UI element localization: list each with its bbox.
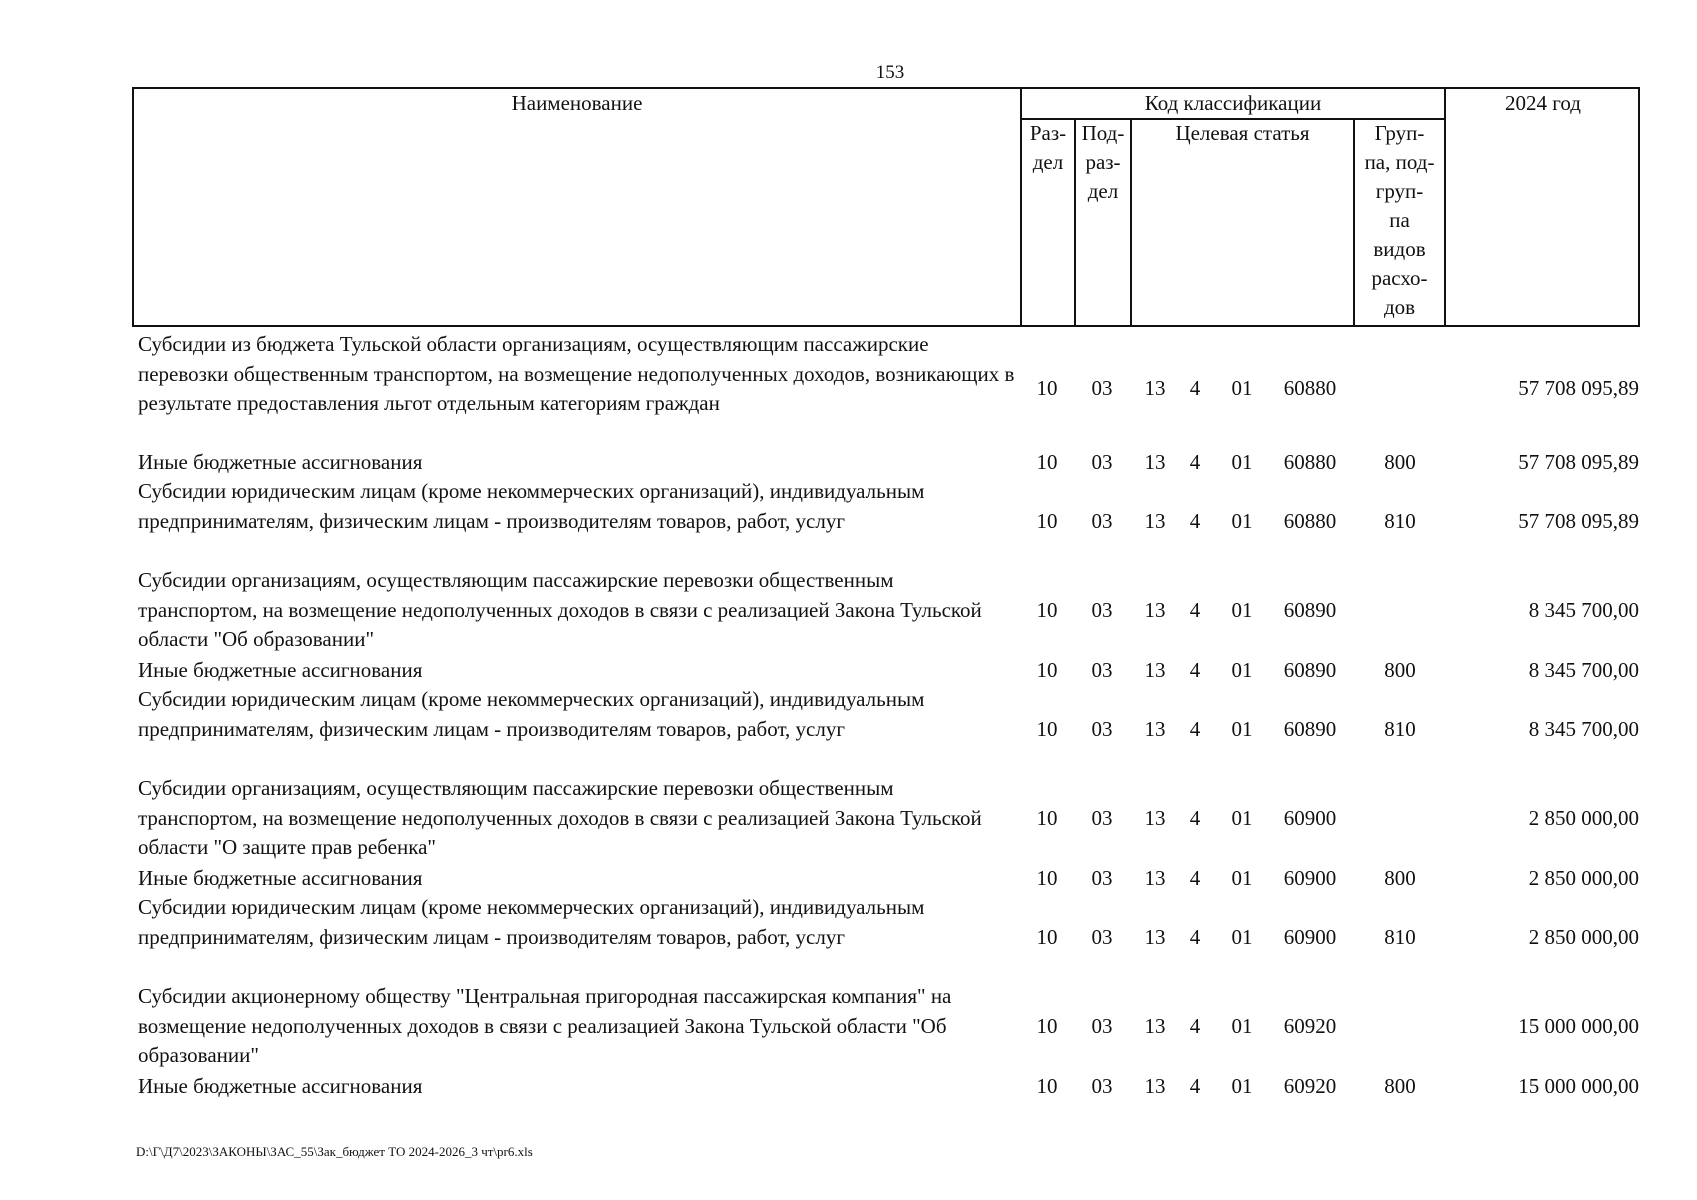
- cell-cs4: 60890: [1283, 598, 1337, 622]
- cell-cs2: 4: [1189, 925, 1201, 949]
- cell-cs1: 13: [1144, 598, 1166, 622]
- header-divider: [1444, 89, 1446, 325]
- cell-amount: 15 000 000,00: [1518, 1014, 1639, 1038]
- cell-cs4: 60880: [1283, 376, 1337, 400]
- cell-podrazdel: 03: [1091, 806, 1113, 830]
- cell-vr: 800: [1384, 450, 1416, 474]
- cell-razdel: 10: [1036, 806, 1058, 830]
- page-number: 153: [875, 62, 905, 83]
- cell-cs1: 13: [1144, 1074, 1166, 1098]
- table-header: [132, 87, 1640, 327]
- cell-cs3: 01: [1231, 925, 1253, 949]
- header-target-article: Целевая статья: [1175, 121, 1310, 145]
- cell-cs4: 60900: [1283, 806, 1337, 830]
- cell-cs3: 01: [1231, 658, 1253, 682]
- header-name: Наименование: [511, 91, 643, 115]
- cell-amount: 57 708 095,89: [1518, 509, 1639, 533]
- cell-amount: 2 850 000,00: [1528, 806, 1639, 830]
- cell-vr: 810: [1384, 717, 1416, 741]
- row-name: Субсидии юридическим лицам (кроме некоммерческих организаций), индивидуальным предпринимателям, физическим лицам - производителям товаров, работ, услуг: [138, 479, 925, 533]
- cell-cs2: 4: [1189, 598, 1201, 622]
- cell-razdel: 10: [1036, 1074, 1058, 1098]
- cell-cs1: 13: [1144, 866, 1166, 890]
- cell-podrazdel: 03: [1091, 658, 1113, 682]
- cell-cs2: 4: [1189, 717, 1201, 741]
- row-name: Субсидии из бюджета Тульской области организациям, осуществляющим пассажирские перевозки общественным транспортом, на возмещение недополученных доходов, возникающих в результате предоставления льгот отдельным категориям граждан: [138, 332, 1015, 415]
- cell-cs3: 01: [1231, 376, 1253, 400]
- cell-cs1: 13: [1144, 658, 1166, 682]
- cell-cs3: 01: [1231, 866, 1253, 890]
- cell-cs1: 13: [1144, 806, 1166, 830]
- cell-cs3: 01: [1231, 1014, 1253, 1038]
- row-name: Субсидии организациям, осуществляющим пассажирские перевозки общественным транспортом, на возмещение недополученных доходов в связи с реализацией Закона Тульской области "О защите прав ребенка": [138, 776, 982, 859]
- cell-podrazdel: 03: [1091, 925, 1113, 949]
- cell-amount: 8 345 700,00: [1528, 658, 1639, 682]
- cell-cs4: 60920: [1283, 1014, 1337, 1038]
- cell-vr: 800: [1384, 658, 1416, 682]
- cell-cs4: 60900: [1283, 925, 1337, 949]
- cell-cs3: 01: [1231, 717, 1253, 741]
- cell-cs4: 60920: [1283, 1074, 1337, 1098]
- cell-amount: 2 850 000,00: [1528, 925, 1639, 949]
- cell-cs2: 4: [1189, 866, 1201, 890]
- cell-razdel: 10: [1036, 866, 1058, 890]
- cell-razdel: 10: [1036, 598, 1058, 622]
- cell-cs2: 4: [1189, 509, 1201, 533]
- cell-cs3: 01: [1231, 509, 1253, 533]
- header-year: 2024 год: [1505, 91, 1581, 115]
- cell-cs2: 4: [1189, 806, 1201, 830]
- file-path-footer: D:\Г\Д7\2023\ЗАКОНЫ\ЗАС_55\Зак_бюджет ТО 2024-2026_3 чт\pr6.xls: [136, 1144, 533, 1159]
- cell-razdel: 10: [1036, 925, 1058, 949]
- cell-podrazdel: 03: [1091, 450, 1113, 474]
- cell-cs3: 01: [1231, 598, 1253, 622]
- cell-razdel: 10: [1036, 376, 1058, 400]
- row-name: Иные бюджетные ассигнования: [138, 450, 423, 474]
- cell-cs4: 60880: [1283, 509, 1337, 533]
- cell-cs1: 13: [1144, 509, 1166, 533]
- cell-podrazdel: 03: [1091, 1074, 1113, 1098]
- cell-podrazdel: 03: [1091, 376, 1113, 400]
- cell-cs2: 4: [1189, 658, 1201, 682]
- row-name: Субсидии юридическим лицам (кроме некоммерческих организаций), индивидуальным предпринимателям, физическим лицам - производителям товаров, работ, услуг: [138, 687, 925, 741]
- cell-razdel: 10: [1036, 509, 1058, 533]
- cell-amount: 57 708 095,89: [1518, 450, 1639, 474]
- cell-cs4: 60880: [1283, 450, 1337, 474]
- cell-cs2: 4: [1189, 1014, 1201, 1038]
- cell-cs1: 13: [1144, 925, 1166, 949]
- row-name: Иные бюджетные ассигнования: [138, 658, 423, 682]
- cell-cs1: 13: [1144, 717, 1166, 741]
- cell-vr: 810: [1384, 925, 1416, 949]
- cell-cs3: 01: [1231, 1074, 1253, 1098]
- cell-cs1: 13: [1144, 376, 1166, 400]
- cell-amount: 57 708 095,89: [1518, 376, 1639, 400]
- cell-cs2: 4: [1189, 376, 1201, 400]
- cell-podrazdel: 03: [1091, 717, 1113, 741]
- cell-cs4: 60890: [1283, 658, 1337, 682]
- cell-cs1: 13: [1144, 1014, 1166, 1038]
- header-subsection: Под- раз- дел: [1081, 121, 1125, 203]
- cell-cs2: 4: [1189, 450, 1201, 474]
- cell-razdel: 10: [1036, 450, 1058, 474]
- header-expense-group: Груп- па, под- груп- па видов расхо- дов: [1364, 121, 1435, 319]
- header-divider: [1130, 118, 1132, 325]
- cell-amount: 8 345 700,00: [1528, 598, 1639, 622]
- cell-razdel: 10: [1036, 717, 1058, 741]
- cell-podrazdel: 03: [1091, 598, 1113, 622]
- row-name: Иные бюджетные ассигнования: [138, 866, 423, 890]
- row-name: Субсидии юридическим лицам (кроме некоммерческих организаций), индивидуальным предпринимателям, физическим лицам - производителям товаров, работ, услуг: [138, 895, 925, 949]
- row-name: Иные бюджетные ассигнования: [138, 1074, 423, 1098]
- cell-cs4: 60900: [1283, 866, 1337, 890]
- header-section: Раз- дел: [1029, 121, 1067, 174]
- cell-podrazdel: 03: [1091, 866, 1113, 890]
- cell-razdel: 10: [1036, 658, 1058, 682]
- cell-podrazdel: 03: [1091, 509, 1113, 533]
- cell-vr: 800: [1384, 866, 1416, 890]
- cell-amount: 2 850 000,00: [1528, 866, 1639, 890]
- row-name: Субсидии акционерному обществу "Центральная пригородная пассажирская компания" на возмещение недополученных доходов в связи с реализацией Закона Тульской области "Об образовании": [138, 984, 952, 1067]
- cell-razdel: 10: [1036, 1014, 1058, 1038]
- cell-cs2: 4: [1189, 1074, 1201, 1098]
- cell-cs3: 01: [1231, 806, 1253, 830]
- cell-vr: 800: [1384, 1074, 1416, 1098]
- header-code-group: Код классификации: [1144, 91, 1322, 115]
- cell-cs1: 13: [1144, 450, 1166, 474]
- cell-vr: 810: [1384, 509, 1416, 533]
- cell-cs4: 60890: [1283, 717, 1337, 741]
- cell-amount: 15 000 000,00: [1518, 1074, 1639, 1098]
- cell-podrazdel: 03: [1091, 1014, 1113, 1038]
- cell-cs3: 01: [1231, 450, 1253, 474]
- row-name: Субсидии организациям, осуществляющим пассажирские перевозки общественным транспортом, на возмещение недополученных доходов в связи с реализацией Закона Тульской области "Об образовании": [138, 568, 982, 651]
- cell-amount: 8 345 700,00: [1528, 717, 1639, 741]
